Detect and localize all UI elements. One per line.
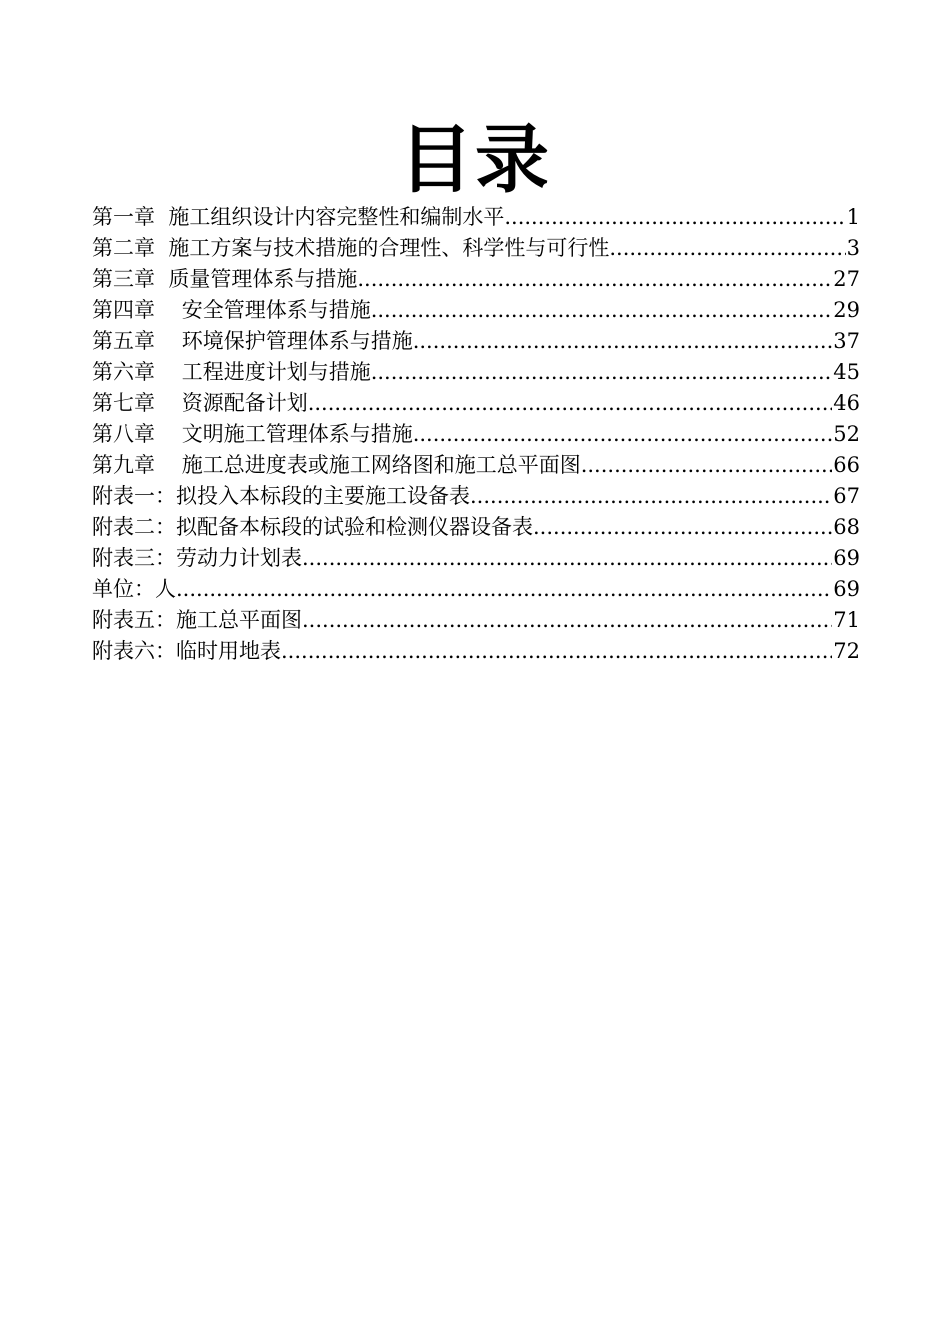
toc-entry[interactable] (92, 326, 860, 357)
toc-entry[interactable] (92, 295, 860, 326)
toc-dot-leader (302, 543, 832, 574)
toc-entry[interactable] (92, 202, 860, 233)
toc-entry-label: 第一章 施工组织设计内容完整性和编制水平 (92, 205, 505, 229)
toc-dot-leader (308, 388, 833, 419)
toc-dot-leader (281, 636, 832, 667)
toc-entry-label: 第四章 安全管理体系与措施 (92, 298, 371, 322)
toc-entry[interactable] (92, 636, 860, 667)
toc-entry-label: 第九章 施工总进度表或施工网络图和施工总平面图 (92, 453, 581, 477)
toc-entry[interactable] (92, 450, 860, 481)
toc-entry[interactable] (92, 264, 860, 295)
toc-entry-label: 附表五：施工总平面图 (92, 608, 302, 632)
toc-dot-leader (533, 512, 832, 543)
toc-entry[interactable] (92, 574, 860, 605)
toc-page-number: 72 (833, 639, 860, 663)
toc-page-number: 29 (833, 298, 860, 322)
toc-page-number: 71 (833, 608, 860, 632)
toc-page-number: 3 (846, 236, 860, 260)
toc-page-number: 69 (833, 577, 860, 601)
toc-dot-leader (470, 481, 832, 512)
toc-page-number: 68 (833, 515, 860, 539)
toc-entry-label: 第八章 文明施工管理体系与措施 (92, 422, 413, 446)
toc-dot-leader (176, 574, 832, 605)
toc-entry-label: 第七章 资源配备计划 (92, 391, 308, 415)
toc-entry-label: 附表三：劳动力计划表 (92, 546, 302, 570)
toc-dot-leader (609, 233, 845, 264)
toc-page-number: 1 (846, 205, 860, 229)
table-of-contents (92, 202, 860, 667)
toc-entry-label: 第五章 环境保护管理体系与措施 (92, 329, 413, 353)
toc-dot-leader (413, 419, 833, 450)
toc-entry-label: 第六章 工程进度计划与措施 (92, 360, 371, 384)
toc-dot-leader (302, 605, 832, 636)
toc-dot-leader (581, 450, 833, 481)
toc-page-number: 67 (833, 484, 860, 508)
toc-dot-leader (371, 295, 833, 326)
toc-page-number: 45 (833, 360, 860, 384)
toc-dot-leader (371, 357, 833, 388)
toc-entry[interactable] (92, 357, 860, 388)
toc-page-number: 52 (833, 422, 860, 446)
page-title: 目录 (399, 117, 551, 203)
toc-entry[interactable] (92, 419, 860, 450)
toc-entry-label: 附表一：拟投入本标段的主要施工设备表 (92, 484, 470, 508)
toc-entry[interactable] (92, 512, 860, 543)
toc-entry-label: 附表六：临时用地表 (92, 639, 281, 663)
toc-entry[interactable] (92, 605, 860, 636)
toc-entry[interactable] (92, 481, 860, 512)
toc-entry-label: 单位：人 (92, 577, 176, 601)
toc-entry-label: 第二章 施工方案与技术措施的合理性、科学性与可行性 (92, 236, 610, 260)
toc-page-number: 66 (833, 453, 860, 477)
toc-entry[interactable] (92, 233, 860, 264)
toc-page-number: 27 (833, 267, 860, 291)
toc-dot-leader (413, 326, 833, 357)
toc-entry-label: 第三章 质量管理体系与措施 (92, 267, 358, 291)
toc-dot-leader (504, 202, 845, 233)
toc-entry[interactable] (92, 388, 860, 419)
toc-entry[interactable] (92, 543, 860, 574)
toc-dot-leader (357, 264, 832, 295)
toc-page-number: 37 (833, 329, 860, 353)
toc-page-number: 46 (833, 391, 860, 415)
toc-entry-label: 附表二：拟配备本标段的试验和检测仪器设备表 (92, 515, 533, 539)
toc-page-number: 69 (833, 546, 860, 570)
